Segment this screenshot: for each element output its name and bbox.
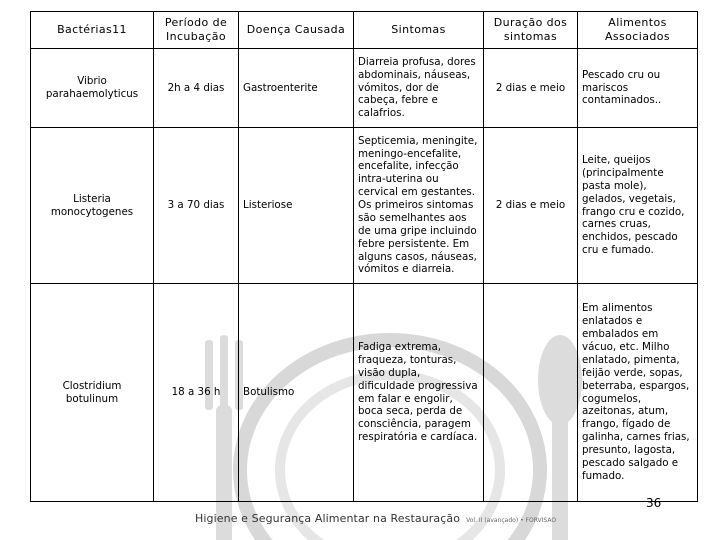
foods-cell: Pescado cru ou mariscos contaminados.. [578,49,698,128]
header-foods: Alimentos Associados [578,12,698,49]
page-number: 36 [646,496,662,510]
table-row [31,49,698,128]
bacteria-cell: Clostridium botulinum [31,284,154,502]
disease-cell: Gastroenterite [239,49,354,128]
table-header-row [31,12,698,49]
symptoms-cell: Diarreia profusa, dores abdominais, náuseas, vómitos, dor de cabeça, febre e calafrios. [354,49,484,128]
footer-subtitle: Vol. II (avançado) • FORVISAO [466,517,557,524]
incubation-cell: 3 a 70 dias [154,128,239,284]
header-duration: Duração dos sintomas [484,12,578,49]
table-row [31,128,698,284]
duration-cell: 2 dias e meio [484,128,578,284]
symptoms-cell: Fadiga extrema, fraqueza, tonturas, visão dupla, dificuldade progressiva em falar e engolir, boca seca, perda de consciência, paragem respiratória e cardíaca. [354,284,484,502]
foods-cell: Em alimentos enlatados e embalados em vácuo, etc. Milho enlatado, pimenta, feijão verde, sopas, beterraba, espargos, cogumelos, azeitonas, atum, frango, fígado de galinha, carnes frias, presunto, lagosta, pescado salgado e fumado. [578,284,698,502]
bacteria-table [30,11,698,502]
header-incubation: Período de Incubação [154,12,239,49]
header-disease: Doença Causada [239,12,354,49]
duration-cell [484,284,578,502]
foods-cell: Leite, queijos (principalmente pasta mole), gelados, vegetais, frango cru e cozido, carnes cruas, enchidos, pescado cru e fumado. [578,128,698,284]
footer [195,512,556,525]
incubation-cell: 18 a 36 h [154,284,239,502]
duration-cell: 2 dias e meio [484,49,578,128]
header-bacteria: Bactérias11 [31,12,154,49]
header-symptoms: Sintomas [354,12,484,49]
table-row [31,284,698,502]
incubation-cell: 2h a 4 dias [154,49,239,128]
disease-cell: Botulismo [239,284,354,502]
bacteria-cell: Vibrio parahaemolyticus [31,49,154,128]
symptoms-cell: Septicemia, meningite, meningo-encefalite, encefalite, infecção intra-uterina ou cervical em gestantes. Os primeiros sintomas são semelhantes aos de uma gripe incluindo febre persistente. Em alguns casos, náuseas, vómitos e diarreia. [354,128,484,284]
footer-title: Higiene e Segurança Alimentar na Restauração [195,512,461,525]
bacteria-cell: Listeria monocytogenes [31,128,154,284]
disease-cell: Listeriose [239,128,354,284]
